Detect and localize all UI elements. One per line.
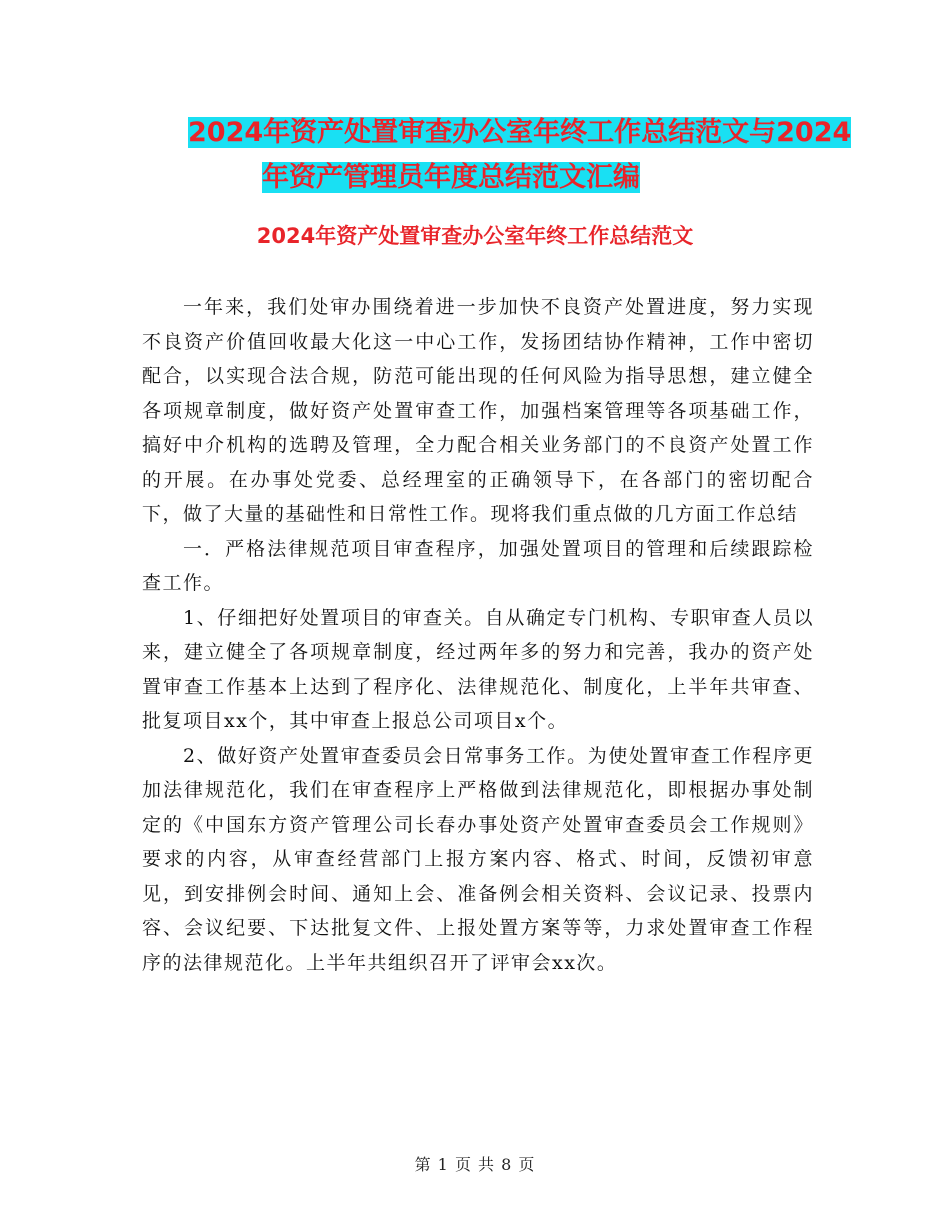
- paragraph-section-one-heading: 一．严格法律规范项目审查程序，加强处置项目的管理和后续跟踪检查工作。: [142, 537, 814, 594]
- document-body: [142, 290, 814, 980]
- document-main-title: [150, 110, 850, 200]
- paragraph-item-2: 2、做好资产处置审查委员会日常事务工作。为使处置审查工作程序更加法律规范化，我们在审查程序上严格做到法律规范化，即根据办事处制定的《中国东方资产管理公司长春办事处资产处置审查委员会工作规则》要求的内容，从审查经营部门上报方案内容、格式、时间，反馈初审意见，到安排例会时间、通知上会、准备例会相关资料、会议记录、投票内容、会议纪要、下达批复文件、上报处置方案等等，力求处置审查工作程序的法律规范化。上半年共组织召开了评审会xx次。: [142, 744, 814, 974]
- main-title-line-2: [150, 155, 850, 200]
- main-title-line-1-text: 2024年资产处置审查办公室年终工作总结范文与2024: [188, 117, 852, 148]
- paragraph-item-1: 1、仔细把好处置项目的审查关。自从确定专门机构、专职审查人员以来，建立健全了各项规章制度，经过两年多的努力和完善，我办的资产处置审查工作基本上达到了程序化、法律规范化、制度化，上半年共审查、批复项目xx个，其中审查上报总公司项目x个。: [142, 606, 814, 732]
- main-title-line-1: [150, 110, 850, 155]
- section-title: 2024年资产处置审查办公室年终工作总结范文: [256, 224, 694, 248]
- paragraph-intro: 一年来，我们处审办围绕着进一步加快不良资产处置进度，努力实现不良资产价值回收最大化这一中心工作，发扬团结协作精神，工作中密切配合，以实现合法合规，防范可能出现的任何风险为指导思想，建立健全各项规章制度，做好资产处置审查工作，加强档案管理等各项基础工作，搞好中介机构的选聘及管理，全力配合相关业务部门的不良资产处置工作的开展。在办事处党委、总经理室的正确领导下，在各部门的密切配合下，做了大量的基础性和日常性工作。现将我们重点做的几方面工作总结: [142, 296, 814, 525]
- main-title-line-2-text: 年资产管理员年度总结范文汇编: [262, 162, 640, 193]
- page-footer: 第 1 页 共 8 页: [414, 1155, 536, 1174]
